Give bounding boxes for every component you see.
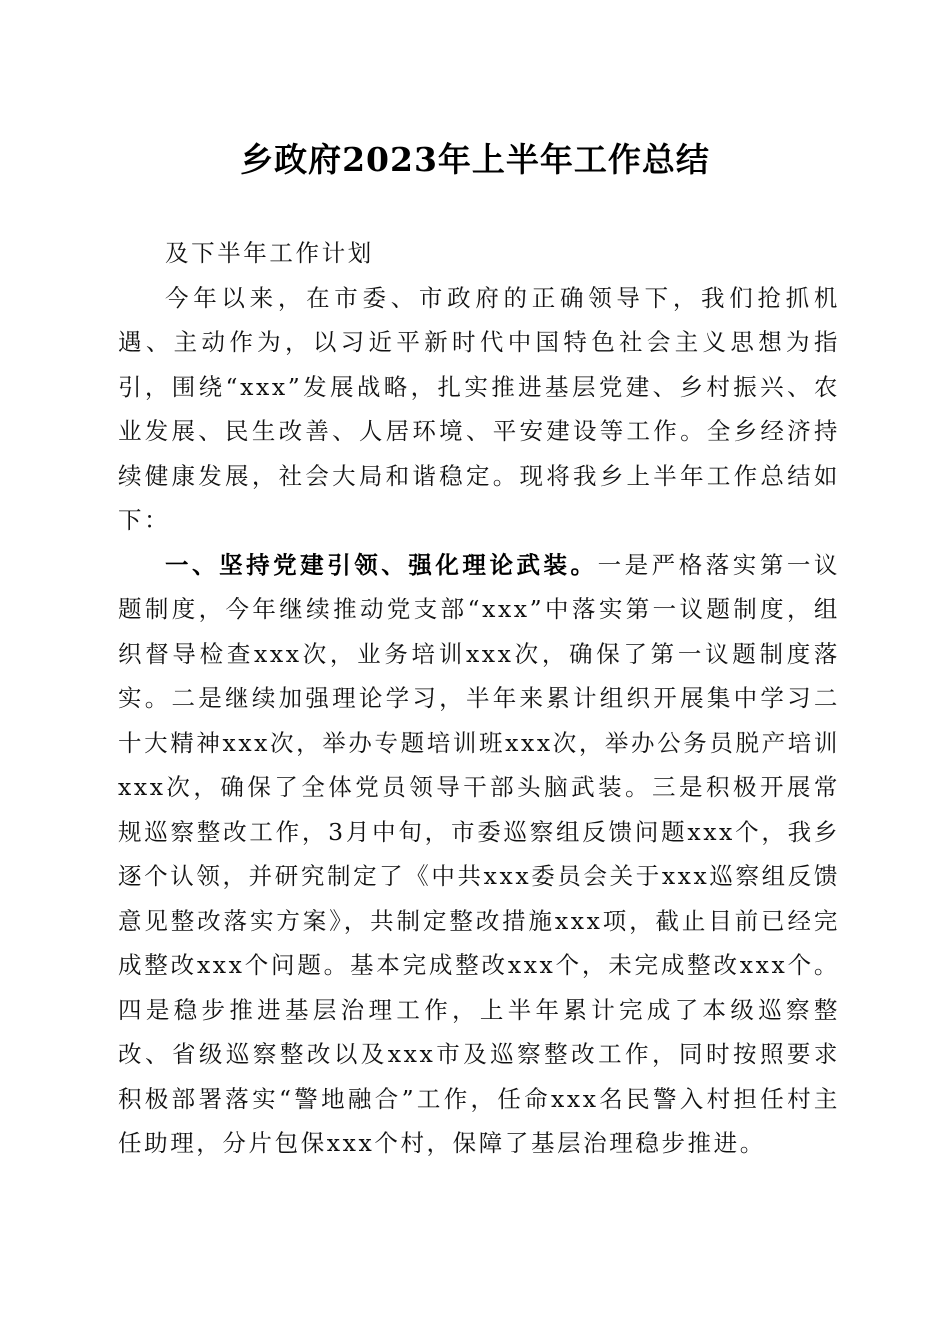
document-title: 乡政府2023年上半年工作总结	[240, 140, 710, 179]
section-1-heading: 一、坚持党建引领、强化理论武装。	[165, 550, 598, 579]
section-1-paragraph	[118, 543, 840, 1166]
document-body	[118, 231, 840, 1166]
intro-paragraph: 今年以来，在市委、市政府的正确领导下，我们抢抓机遇、主动作为，以习近平新时代中国特色社会主义思想为指引，围绕“xxx”发展战略，扎实推进基层党建、乡村振兴、农业发展、民生改善、人居环境、平安建设等工作。全乡经济持续健康发展，社会大局和谐稳定。现将我乡上半年工作总结如下：	[118, 283, 840, 534]
subtitle-paragraph: 及下半年工作计划	[165, 239, 374, 267]
section-1-body: 一是严格落实第一议题制度，今年继续推动党支部“xxx”中落实第一议题制度，组织督导检查xxx次，业务培训xxx次，确保了第一议题制度落实。二是继续加强理论学习，半年来累计组织开展集中学习二十大精神xxx次，举办专题培训班xxx次，举办公务员脱产培训xxx次，确保了全体党员领导干部头脑武装。三是积极开展常规巡察整改工作，3月中旬，市委巡察组反馈问题xxx个，我乡逐个认领，并研究制定了《中共xxx委员会关于xxx巡察组反馈意见整改落实方案》，共制定整改措施xxx项，截止目前已经完成整改xxx个问题。基本完成整改xxx个，未完成整改xxx个。四是稳步推进基层治理工作，上半年累计完成了本级巡察整改、省级巡察整改以及xxx市及巡察整改工作，同时按照要求积极部署落实“警地融合”工作，任命xxx名民警入村担任村主任助理，分片包保xxx个村，保障了基层治理稳步推进。	[118, 550, 840, 1157]
